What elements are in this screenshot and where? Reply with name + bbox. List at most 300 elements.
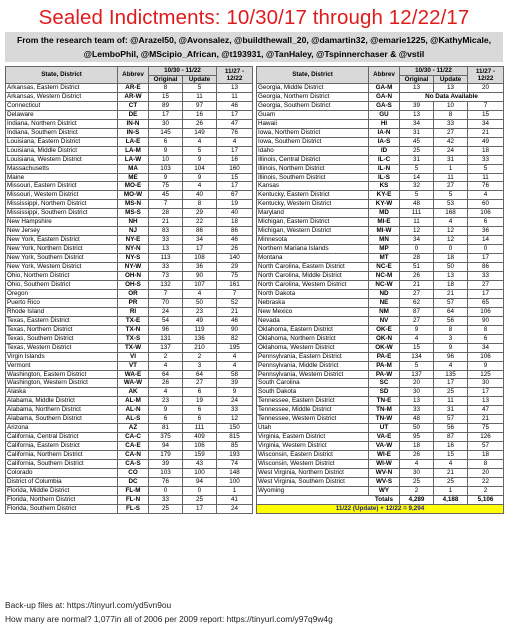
update-count: 149 [183, 128, 217, 137]
original-count: 28 [149, 209, 183, 218]
late-period-count: 86 [217, 227, 253, 236]
district-abbrev: MS-N [118, 200, 149, 209]
table-row [6, 92, 253, 101]
table-row [257, 236, 504, 245]
late-period-count: 22 [468, 477, 504, 486]
district-name: California, Northern District [6, 451, 118, 460]
district-abbrev: TN-E [369, 397, 400, 406]
district-name: Illinois, Northern District [257, 164, 369, 173]
district-abbrev: OK-N [369, 334, 400, 343]
table-row [257, 128, 504, 137]
update-count: 27 [434, 182, 468, 191]
update-count: 5 [434, 191, 468, 200]
header-range-right: 10/30 - 11/22 [400, 67, 468, 76]
table-row [6, 236, 253, 245]
table-row [6, 128, 253, 137]
district-abbrev: IA-S [369, 137, 400, 146]
original-count: 73 [149, 272, 183, 281]
original-count: 134 [400, 352, 434, 361]
table-row [257, 218, 504, 227]
district-abbrev: WI-W [369, 460, 400, 469]
table-row [6, 307, 253, 316]
district-abbrev: VI [118, 352, 149, 361]
district-name: Nebraska [257, 298, 369, 307]
district-name: West Virginia, Northern District [257, 468, 369, 477]
update-count: 13 [434, 84, 468, 93]
late-period-count: 125 [468, 370, 504, 379]
original-count: 94 [149, 442, 183, 451]
district-abbrev: NC-M [369, 272, 400, 281]
district-name: Vermont [6, 361, 118, 370]
late-period-count: 74 [217, 460, 253, 469]
table-row [6, 379, 253, 388]
late-period-count: 24 [217, 504, 253, 513]
district-name: Arizona [6, 424, 118, 433]
table-row [257, 477, 504, 486]
table-row [257, 442, 504, 451]
original-count: 7 [149, 289, 183, 298]
original-count: 25 [149, 504, 183, 513]
district-name: Colorado [6, 468, 118, 477]
district-name: California, Eastern District [6, 442, 118, 451]
original-count: 21 [400, 280, 434, 289]
update-count: 12 [434, 227, 468, 236]
district-abbrev: LA-W [118, 155, 149, 164]
district-abbrev: KY-E [369, 191, 400, 200]
original-count: 113 [149, 254, 183, 263]
update-count: 108 [183, 254, 217, 263]
original-count: 30 [400, 388, 434, 397]
table-row [257, 361, 504, 370]
table-row [6, 254, 253, 263]
district-abbrev: WA-E [118, 370, 149, 379]
original-count: 34 [400, 119, 434, 128]
late-period-count: 39 [217, 379, 253, 388]
header-abbrev-right: Abbrev [369, 67, 400, 84]
district-abbrev: PA-M [369, 361, 400, 370]
late-period-count: 15 [217, 173, 253, 182]
original-count: 2 [149, 352, 183, 361]
district-abbrev: OH-N [118, 272, 149, 281]
original-count: 5 [400, 361, 434, 370]
table-row [6, 486, 253, 495]
table-row [257, 209, 504, 218]
district-name: Delaware [6, 110, 118, 119]
late-period-count: 19 [217, 200, 253, 209]
late-period-count: 29 [217, 263, 253, 272]
late-period-count: 1 [217, 486, 253, 495]
table-row [257, 352, 504, 361]
late-period-count: 82 [217, 334, 253, 343]
original-count: 15 [149, 92, 183, 101]
district-name: Nevada [257, 316, 369, 325]
update-count: 16 [183, 110, 217, 119]
original-count: 89 [149, 101, 183, 110]
district-name: Kentucky, Western District [257, 200, 369, 209]
table-row [6, 155, 253, 164]
district-abbrev: CA-N [118, 451, 149, 460]
original-count: 13 [400, 397, 434, 406]
update-count: 27 [183, 379, 217, 388]
district-abbrev: NY-S [118, 254, 149, 263]
district-name: Alabama, Middle District [6, 397, 118, 406]
late-period-count: 17 [217, 110, 253, 119]
update-count: 57 [434, 298, 468, 307]
original-count: 25 [400, 477, 434, 486]
table-row [257, 191, 504, 200]
late-period-count: 17 [217, 146, 253, 155]
district-abbrev: ME [118, 173, 149, 182]
original-count: 62 [400, 298, 434, 307]
update-count: 107 [183, 280, 217, 289]
original-count: 48 [400, 200, 434, 209]
original-count: 20 [400, 379, 434, 388]
original-count: 31 [400, 155, 434, 164]
original-count: 27 [400, 316, 434, 325]
district-abbrev: IN-N [118, 119, 149, 128]
district-name: Massachusetts [6, 164, 118, 173]
update-count: 12 [434, 236, 468, 245]
late-period-count: 52 [217, 298, 253, 307]
table-row [257, 397, 504, 406]
table-row [257, 164, 504, 173]
original-count: 7 [149, 200, 183, 209]
table-row [6, 164, 253, 173]
district-abbrev: LA-E [118, 137, 149, 146]
original-count: 64 [149, 370, 183, 379]
table-row [6, 343, 253, 352]
late-period-count: 47 [468, 406, 504, 415]
update-count: 64 [434, 307, 468, 316]
update-count: 104 [183, 164, 217, 173]
original-count: 17 [149, 110, 183, 119]
district-name: Mississippi, Northern District [6, 200, 118, 209]
table-row [6, 272, 253, 281]
update-count: 43 [183, 460, 217, 469]
late-period-count: 17 [217, 182, 253, 191]
original-count: 45 [149, 191, 183, 200]
update-count: 42 [434, 137, 468, 146]
update-count: 25 [434, 477, 468, 486]
district-name: Virginia, Eastern District [257, 433, 369, 442]
totals-row [257, 495, 504, 504]
district-abbrev: TN-W [369, 415, 400, 424]
late-period-count: 75 [468, 424, 504, 433]
district-abbrev: TX-W [118, 343, 149, 352]
grand-total-sum: 11/22 (Update) + 12/22 = 9,294 [257, 504, 504, 513]
update-count: 4 [183, 182, 217, 191]
district-abbrev: NY-N [118, 245, 149, 254]
original-count: 70 [149, 298, 183, 307]
original-count: 25 [400, 146, 434, 155]
late-period-count: 46 [217, 236, 253, 245]
district-name: Tennessee, Western District [257, 415, 369, 424]
district-abbrev: AR-W [118, 92, 149, 101]
district-abbrev: IL-N [369, 164, 400, 173]
late-period-count: 76 [217, 128, 253, 137]
late-period-count: 150 [217, 424, 253, 433]
update-count: 8 [434, 110, 468, 119]
update-count: 409 [183, 433, 217, 442]
table-row [6, 146, 253, 155]
district-name: New Jersey [6, 227, 118, 236]
district-name: Minnesota [257, 236, 369, 245]
district-name: Texas, Northern District [6, 325, 118, 334]
header-late-range-right: 11/27 - 12/22 [468, 67, 504, 84]
update-count: 25 [183, 495, 217, 504]
table-row [6, 182, 253, 191]
district-name: Utah [257, 424, 369, 433]
table-row [6, 209, 253, 218]
table-row [6, 504, 253, 513]
district-abbrev: CA-C [118, 433, 149, 442]
district-abbrev: RI [118, 307, 149, 316]
table-row [257, 298, 504, 307]
table-row [6, 370, 253, 379]
district-abbrev: WV-S [369, 477, 400, 486]
original-count: 27 [400, 289, 434, 298]
district-name: Wisconsin, Western District [257, 460, 369, 469]
district-abbrev: VA-E [369, 433, 400, 442]
original-count: 39 [400, 101, 434, 110]
original-count: 24 [149, 307, 183, 316]
table-row [257, 137, 504, 146]
update-count: 159 [183, 451, 217, 460]
district-abbrev: NE [369, 298, 400, 307]
table-row [6, 352, 253, 361]
district-name: Louisiana, Eastern District [6, 137, 118, 146]
update-count: 4 [183, 137, 217, 146]
update-count: 3 [434, 334, 468, 343]
table-row [257, 280, 504, 289]
update-count: 210 [183, 343, 217, 352]
late-period-count: 106 [468, 307, 504, 316]
original-count: 13 [400, 84, 434, 93]
district-name: Louisiana, Middle District [6, 146, 118, 155]
late-period-count: 8 [468, 460, 504, 469]
update-count: 50 [434, 263, 468, 272]
district-abbrev: AL-N [118, 406, 149, 415]
table-row [257, 182, 504, 191]
late-period-count: 4 [217, 137, 253, 146]
update-count: 86 [183, 227, 217, 236]
update-count: 9 [183, 155, 217, 164]
table-row [6, 460, 253, 469]
table-row [6, 110, 253, 119]
district-abbrev: FL-N [118, 495, 149, 504]
late-period-count: 9 [217, 388, 253, 397]
original-count: 13 [149, 245, 183, 254]
update-count: 23 [183, 307, 217, 316]
district-name: New York, Southern District [6, 254, 118, 263]
update-count: 33 [434, 119, 468, 128]
district-abbrev: AZ [118, 424, 149, 433]
late-period-count: 75 [217, 272, 253, 281]
table-row [257, 486, 504, 495]
update-count: 21 [434, 468, 468, 477]
original-count: 21 [149, 218, 183, 227]
district-name: Alaska [6, 388, 118, 397]
update-count: 57 [434, 415, 468, 424]
update-count: 36 [183, 263, 217, 272]
district-name: Louisiana, Western District [6, 155, 118, 164]
district-abbrev: DE [118, 110, 149, 119]
update-count: 49 [183, 316, 217, 325]
header-range: 10/30 - 11/22 [149, 67, 217, 76]
original-count: 18 [400, 442, 434, 451]
district-name: Hawaii [257, 119, 369, 128]
totals-update: 4,188 [434, 495, 468, 504]
late-period-count: 15 [468, 110, 504, 119]
table-row [6, 101, 253, 110]
district-abbrev: IN-S [118, 128, 149, 137]
table-row [6, 325, 253, 334]
late-period-count: 148 [217, 468, 253, 477]
table-row [257, 406, 504, 415]
table-row [6, 334, 253, 343]
late-period-count: 90 [217, 325, 253, 334]
update-count: 13 [434, 272, 468, 281]
table-row [6, 218, 253, 227]
original-count: 28 [400, 254, 434, 263]
late-period-count: 76 [468, 182, 504, 191]
district-name: Ohio, Northern District [6, 272, 118, 281]
late-period-count: 36 [468, 227, 504, 236]
update-count: 4 [183, 289, 217, 298]
original-count: 2 [400, 486, 434, 495]
header-abbrev: Abbrev [118, 67, 149, 84]
table-row [257, 254, 504, 263]
normal-count-note: How many are normal? 1,077in all of 2006 per 2009 report: https://tinyurl.com/y97q9w4g [5, 614, 333, 624]
table-row [257, 92, 504, 101]
late-period-count: 20 [468, 84, 504, 93]
district-name: North Carolina, Western District [257, 280, 369, 289]
district-name: California, Southern District [6, 460, 118, 469]
update-count: 34 [183, 236, 217, 245]
original-count: 0 [149, 486, 183, 495]
update-count: 1 [434, 164, 468, 173]
original-count: 54 [149, 316, 183, 325]
original-count: 9 [149, 146, 183, 155]
update-count: 17 [434, 379, 468, 388]
original-count: 39 [149, 460, 183, 469]
district-name: Virgin Islands [6, 352, 118, 361]
late-period-count: 160 [217, 164, 253, 173]
original-count: 50 [400, 424, 434, 433]
header-state: State, District [6, 67, 118, 84]
header-state-right: State, District [257, 67, 369, 84]
original-count: 145 [149, 128, 183, 137]
district-name: Missouri, Eastern District [6, 182, 118, 191]
table-row [257, 343, 504, 352]
late-period-count: 8 [468, 325, 504, 334]
district-name: Tennessee, Eastern District [257, 397, 369, 406]
district-name: Idaho [257, 146, 369, 155]
district-abbrev: OR [118, 289, 149, 298]
district-name: Michigan, Western District [257, 227, 369, 236]
original-count: 137 [400, 370, 434, 379]
district-name: Wyoming [257, 486, 369, 495]
district-name: New York, Eastern District [6, 236, 118, 245]
table-row [6, 424, 253, 433]
district-name: Mississippi, Southern District [6, 209, 118, 218]
late-period-count: 126 [468, 433, 504, 442]
update-count: 18 [434, 280, 468, 289]
table-row [257, 370, 504, 379]
update-count: 17 [183, 245, 217, 254]
district-name: Texas, Eastern District [6, 316, 118, 325]
original-count: 5 [400, 164, 434, 173]
original-count: 14 [400, 173, 434, 182]
late-period-count: 0 [468, 245, 504, 254]
original-count: 33 [149, 236, 183, 245]
district-abbrev: TX-E [118, 316, 149, 325]
district-name: Missouri, Western District [6, 191, 118, 200]
original-count: 87 [400, 307, 434, 316]
district-name: Alabama, Southern District [6, 415, 118, 424]
table-row [257, 316, 504, 325]
district-name: Michigan, Eastern District [257, 218, 369, 227]
left-indictment-table [5, 66, 253, 514]
update-count: 64 [183, 370, 217, 379]
district-name: Oklahoma, Western District [257, 343, 369, 352]
original-count: 12 [400, 227, 434, 236]
district-abbrev: NY-E [118, 236, 149, 245]
late-period-count: 18 [217, 218, 253, 227]
district-name: Indiana, Southern District [6, 128, 118, 137]
table-row [6, 227, 253, 236]
late-period-count: 13 [217, 84, 253, 93]
research-team-line-1: From the research team of: @Arazel50, @Avonsalez, @buildthewall_20, @damartin32, @emarie1225, @KathyMicale, [16, 35, 492, 45]
update-count: 50 [183, 298, 217, 307]
table-row [6, 468, 253, 477]
original-count: 30 [149, 119, 183, 128]
late-period-count: 193 [217, 451, 253, 460]
table-row [257, 379, 504, 388]
original-count: 103 [149, 164, 183, 173]
late-period-count: 17 [468, 254, 504, 263]
original-count: 26 [149, 379, 183, 388]
page-title: Sealed Indictments: 10/30/17 through 12/22/17 [38, 6, 470, 29]
update-count: 6 [183, 415, 217, 424]
update-count: 9 [183, 173, 217, 182]
original-count: 131 [149, 334, 183, 343]
no-data-note: No Data Available [400, 92, 504, 101]
left-table-body [6, 84, 253, 514]
original-count: 0 [400, 245, 434, 254]
original-count: 11 [400, 218, 434, 227]
district-abbrev: VT [118, 361, 149, 370]
district-abbrev: FL-M [118, 486, 149, 495]
header-original-right: Original [400, 75, 434, 84]
district-abbrev: MS-S [118, 209, 149, 218]
district-name: Arkansas, Eastern District [6, 84, 118, 93]
district-abbrev: IL-S [369, 173, 400, 182]
original-count: 33 [149, 495, 183, 504]
update-count: 2 [183, 352, 217, 361]
update-count: 24 [434, 146, 468, 155]
district-name: Iowa, Southern District [257, 137, 369, 146]
update-count: 6 [183, 406, 217, 415]
update-count: 53 [434, 200, 468, 209]
table-row [257, 307, 504, 316]
original-count: 31 [400, 128, 434, 137]
original-count: 9 [149, 173, 183, 182]
original-count: 34 [400, 236, 434, 245]
header-update-right: Update [434, 75, 468, 84]
table-row [257, 84, 504, 93]
district-name: New Mexico [257, 307, 369, 316]
